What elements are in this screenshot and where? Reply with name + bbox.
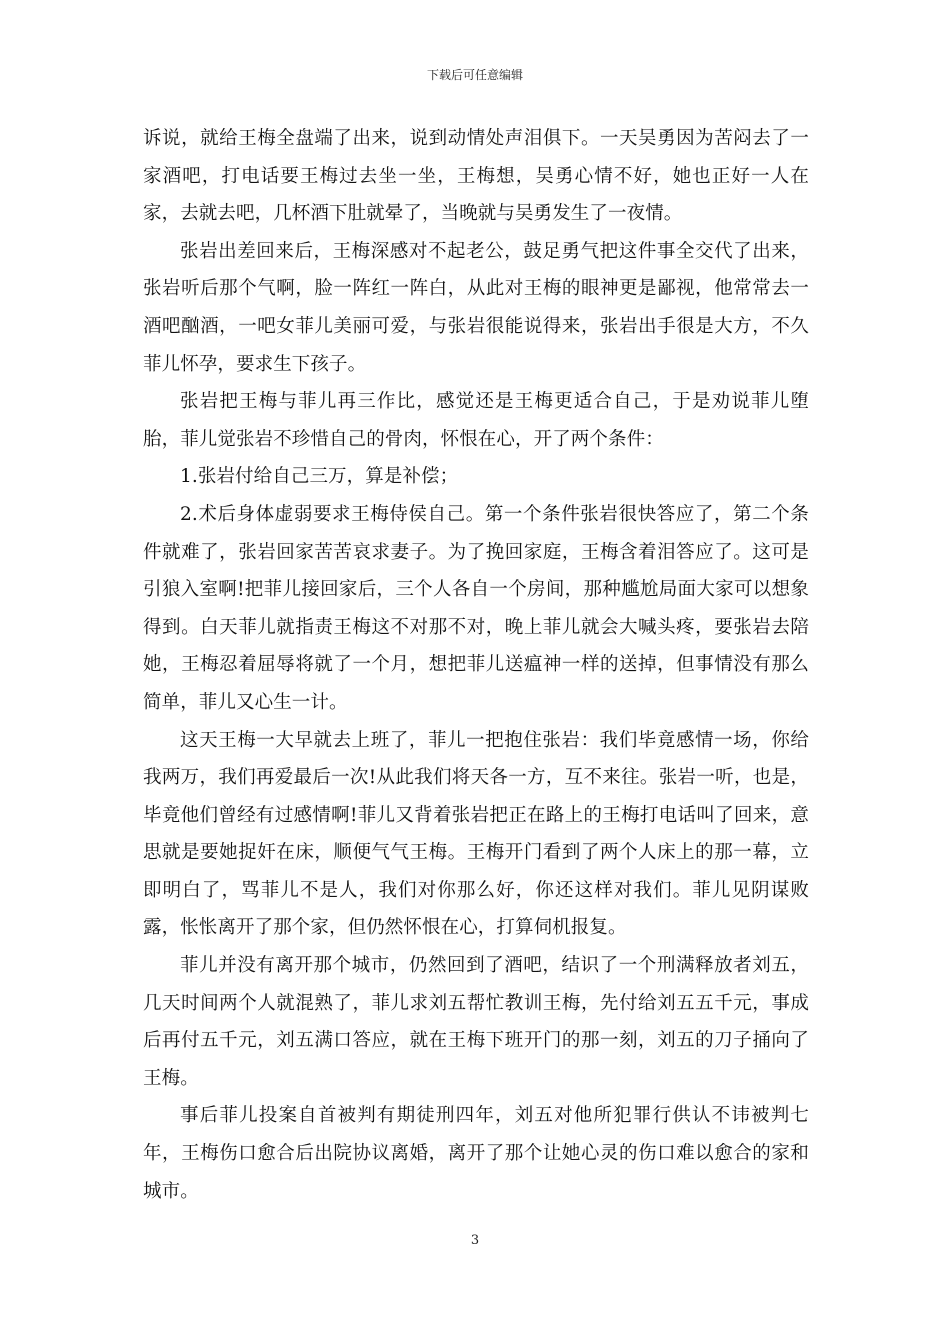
paragraph: 这天王梅一大早就去上班了，菲儿一把抱住张岩：我们毕竟感情一场，你给我两万，我们再爱最后一次!从此我们将天各一方，互不来往。张岩一听，也是，毕竟他们曾经有过感情啊!菲儿又背着张岩把正在路上的王梅打电话叫了回来，意思就是要她捉奸在床，顺便气气王梅。王梅开门看到了两个人床上的那一幕，立即明白了，骂菲儿不是人，我们对你那么好，你还这样对我们。菲儿见阴谋败露，怅怅离开了那个家，但仍然怀恨在心，打算伺机报复。 <box>143 729 809 939</box>
paragraph: 张岩把王梅与菲儿再三作比，感觉还是王梅更适合自己，于是劝说菲儿堕胎，菲儿觉张岩不珍惜自己的骨肉，怀恨在心，开了两个条件： <box>143 391 809 450</box>
paragraph: 事后菲儿投案自首被判有期徒刑四年，刘五对他所犯罪行供认不讳被判七年，王梅伤口愈合后出院协议离婚，离开了那个让她心灵的伤口难以愈合的家和城市。 <box>143 1105 809 1202</box>
paragraph: 菲儿并没有离开那个城市，仍然回到了酒吧，结识了一个刑满释放者刘五，几天时间两个人就混熟了，菲儿求刘五帮忙教训王梅，先付给刘五五千元，事成后再付五千元，刘五满口答应，就在王梅下班开门的那一刻，刘五的刀子捅向了王梅。 <box>143 955 809 1089</box>
page-number: 3 <box>470 1233 480 1248</box>
paragraph: 张岩出差回来后，王梅深感对不起老公，鼓足勇气把这件事全交代了出来，张岩听后那个气啊，脸一阵红一阵白，从此对王梅的眼神更是鄙视，他常常去一酒吧酗酒，一吧女菲儿美丽可爱，与张岩很能说得来，张岩出手很是大方，不久菲儿怀孕，要求生下孩子。 <box>143 240 809 375</box>
list-item-condition-1: 1.张岩付给自己三万，算是补偿； <box>180 466 459 488</box>
list-item-condition-2: 2.术后身体虚弱要求王梅侍侯自己。第一个条件张岩很快答应了，第二个条件就难了，张岩回家苦苦哀求妻子。为了挽回家庭，王梅含着泪答应了。这可是引狼入室啊!把菲儿接回家后，三个人各自一个房间，那种尴尬局面大家可以想象得到。白天菲儿就指责王梅这不对那不对，晚上菲儿就会大喊头疼，要张岩去陪她，王梅忍着屈辱将就了一个月，想把菲儿送瘟神一样的送掉，但事情没有那么简单，菲儿又心生一计。 <box>143 503 809 713</box>
page-header: 下载后可任意编辑 <box>426 68 523 82</box>
paragraph-continuation: 诉说，就给王梅全盘端了出来，说到动情处声泪俱下。一天吴勇因为苦闷去了一家酒吧，打电话要王梅过去坐一坐，王梅想，吴勇心情不好，她也正好一人在家，去就去吧，几杯酒下肚就晕了，当晚就与吴勇发生了一夜情。 <box>143 128 809 225</box>
document-body <box>143 120 809 1210</box>
